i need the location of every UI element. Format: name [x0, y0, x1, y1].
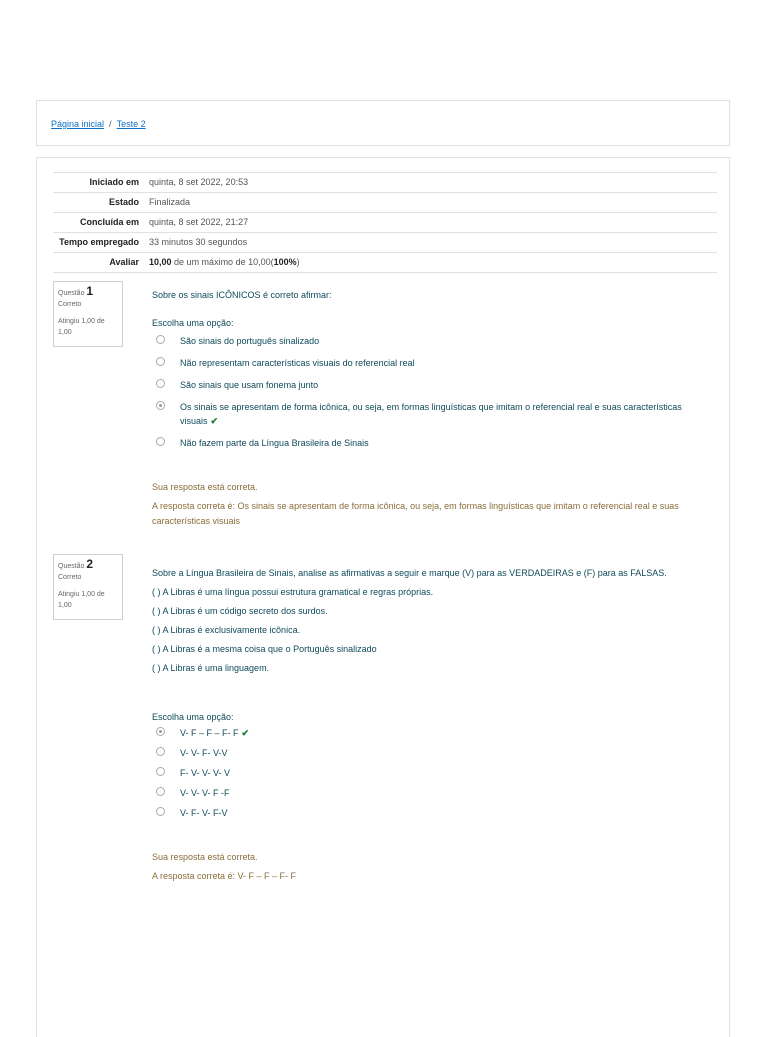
statement-item: ( ) A Libras é uma linguagem.	[152, 663, 270, 673]
option-label: Não fazem parte da Língua Brasileira de Sinais	[180, 438, 369, 448]
breadcrumb-home-link[interactable]: Página inicial	[51, 119, 105, 129]
question-2-info	[53, 554, 123, 620]
question-1-info	[53, 281, 123, 347]
answer-option[interactable]	[152, 746, 702, 760]
answer-option[interactable]	[152, 786, 702, 800]
option-label: Não representam características visuais do referencial real	[180, 358, 415, 368]
option-label: São sinais do português sinalizado	[180, 336, 320, 346]
question-mark: Atingiu 1,00 de 1,00	[58, 591, 105, 609]
answer-option-selected[interactable]	[152, 400, 702, 428]
question-text: Sobre os sinais ICÔNICOS é correto afirmar:	[152, 290, 332, 300]
radio-button[interactable]	[156, 767, 165, 776]
radio-button-checked[interactable]	[156, 727, 165, 736]
summary-value: quinta, 8 set 2022, 20:53	[149, 177, 249, 187]
quiz-review-region	[36, 157, 730, 1037]
breadcrumb-container	[36, 100, 730, 146]
summary-value: quinta, 8 set 2022, 21:27	[149, 217, 249, 227]
attempt-summary-table	[53, 172, 717, 273]
grade-value: 10,00	[149, 257, 172, 267]
answer-option-selected[interactable]	[152, 726, 702, 740]
answer-option[interactable]	[152, 334, 702, 348]
answer-option[interactable]	[152, 378, 702, 392]
summary-row-grade	[53, 253, 717, 273]
summary-label: Estado	[108, 197, 139, 207]
summary-value: 33 minutos 30 segundos	[149, 237, 248, 247]
question-number: 2	[86, 557, 94, 571]
question-text: Sobre a Língua Brasileira de Sinais, analise as afirmativas a seguir e marque (V) para as VERDADEIRAS e (F) para as FALSAS.	[152, 568, 667, 578]
statement-item: ( ) A Libras é a mesma coisa que o Português sinalizado	[152, 644, 377, 654]
summary-label: Concluída em	[79, 217, 139, 227]
answer-option[interactable]	[152, 356, 702, 370]
breadcrumb-current-link[interactable]: Teste 2	[116, 119, 146, 129]
summary-value: Finalizada	[149, 197, 191, 207]
summary-row-time-taken	[53, 233, 717, 253]
check-icon: ✔	[210, 416, 219, 426]
radio-button[interactable]	[156, 807, 165, 816]
option-label: V- V- F- V-V	[180, 748, 228, 758]
question-2-content	[152, 567, 702, 884]
breadcrumb-separator: /	[109, 119, 112, 129]
radio-button[interactable]	[156, 357, 165, 366]
breadcrumb	[51, 119, 146, 129]
radio-button[interactable]	[156, 747, 165, 756]
summary-row-state	[53, 193, 717, 213]
summary-row-started	[53, 173, 717, 193]
feedback-text: Sua resposta está correta.	[152, 482, 258, 492]
grade-close-paren: )	[296, 257, 300, 267]
grade-percent: 100%	[273, 257, 297, 267]
option-label: F- V- V- V- V	[180, 768, 231, 778]
summary-label: Avaliar	[109, 257, 139, 267]
answer-option[interactable]	[152, 766, 702, 780]
statement-item: ( ) A Libras é uma língua possui estrutura gramatical e regras próprias.	[152, 587, 434, 597]
option-label: V- F- V- F-V	[180, 808, 228, 818]
radio-button[interactable]	[156, 379, 165, 388]
answer-prompt: Escolha uma opção:	[152, 318, 234, 328]
option-label: São sinais que usam fonema junto	[180, 380, 319, 390]
option-label: V- V- V- F -F	[180, 788, 230, 798]
feedback-text: Sua resposta está correta.	[152, 852, 258, 862]
question-label: Questão	[58, 563, 85, 570]
answer-option[interactable]	[152, 806, 702, 820]
question-state: Correto	[58, 574, 82, 581]
option-label: V- F – F – F- F	[180, 728, 239, 738]
question-number: 1	[86, 284, 94, 298]
statement-item: ( ) A Libras é exclusivamente icônica.	[152, 625, 301, 635]
radio-button-checked[interactable]	[156, 401, 165, 410]
answer-prompt: Escolha uma opção:	[152, 712, 234, 722]
answer-option[interactable]	[152, 436, 702, 450]
radio-button[interactable]	[156, 787, 165, 796]
summary-label: Iniciado em	[89, 177, 139, 187]
check-icon: ✔	[241, 728, 250, 738]
right-answer-text: A resposta correta é: Os sinais se apresentam de forma icônica, ou seja, em formas linguísticas que imitam o referencial real e suas características visuais	[152, 501, 679, 526]
summary-row-completed	[53, 213, 717, 233]
grade-max-text: de um máximo de 10,00(	[174, 257, 274, 267]
question-1-content	[152, 289, 702, 529]
right-answer-text: A resposta correta é: V- F – F – F- F	[152, 871, 297, 881]
summary-label: Tempo empregado	[59, 237, 139, 247]
radio-button[interactable]	[156, 335, 165, 344]
option-label: Os sinais se apresentam de forma icônica, ou seja, em formas linguísticas que imitam o referencial real e suas características visuais	[180, 402, 682, 426]
radio-button[interactable]	[156, 437, 165, 446]
question-label: Questão	[58, 290, 85, 297]
question-state: Correto	[58, 301, 82, 308]
statement-item: ( ) A Libras é um código secreto dos surdos.	[152, 606, 328, 616]
summary-grade	[143, 253, 717, 273]
question-mark: Atingiu 1,00 de 1,00	[58, 318, 105, 336]
